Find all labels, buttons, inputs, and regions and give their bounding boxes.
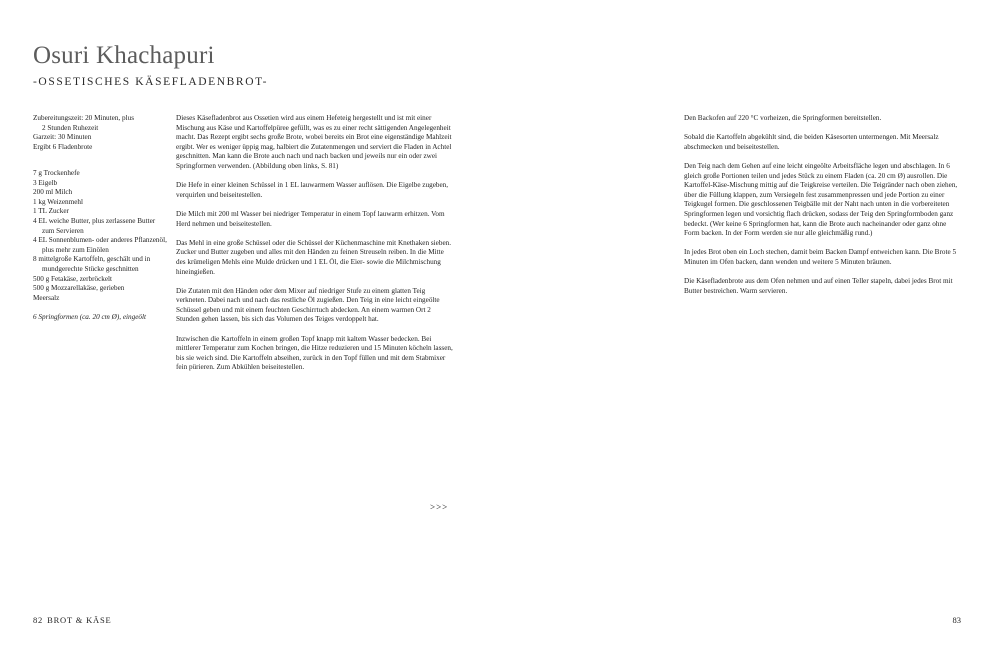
left-method-column [176,114,453,383]
method-step: Den Teig nach dem Gehen auf eine leicht eingeölte Arbeitsfläche legen und abschlagen. In 6 gleich große Portionen teilen und jedes Stück zu einem Fladen (ca. 20 cm Ø) ausrollen. Die Kartoffel-Käse-Mischung mittig auf die Teigkreise verteilen. Die Teigränder nach oben ziehen, über die Füllung klappen, zum Versiegeln fest zusammenpressen und jede Portion zu einer Teigkugel formen. Die geschlossenen Teigbälle mit der Naht nach unten in die vorbereiteten Springformen legen und vorsichtig flach drücken, sodass der Teig den Springformboden ganz bedeckt. (Wer keine 6 Springformen hat, kann die Brote auch nacheinander oder ganz ohne Form backen. In der Form werden sie nur alle gleichmäßig rund.) [684,161,958,238]
cook-time: Garzeit: 30 Minuten [33,133,92,142]
left-footer [33,615,111,625]
ingredient-item: 1 TL Zucker [33,207,69,216]
section-name: BROT & KÄSE [47,615,112,625]
right-method-column [684,114,961,306]
recipe-meta [33,114,165,152]
method-step: Das Mehl in eine große Schüssel oder die Schüssel der Küchenmaschine mit Knethaken sieben. Zucker und Butter zugeben und alles mit den Händen zu feinen Streuseln reiben. In die Mitte des krümeligen Mehls eine Mulde drücken und 1 EL Öl, die Eier- sowie die Milchmischung hineingießen. [176,238,452,276]
yield: Ergibt 6 Fladenbrote [33,142,93,151]
prep-time: Zubereitungszeit: 20 Minuten, plus [33,114,135,122]
left-page-number: 82 [33,615,44,625]
right-page [497,0,995,648]
ingredient-list [33,169,168,323]
method-step: Die Milch mit 200 ml Wasser bei niedriger Temperatur in einem Topf lauwarm erhitzen. Vom Herd nehmen und beiseitestellen. [176,209,445,228]
method-step: Die Hefe in einer kleinen Schüssel in 1 EL lauwarmem Wasser auflösen. Die Eigelbe zugeben, verquirlen und beiseitestellen. [176,181,449,199]
ingredient-item: 200 ml Milch [33,188,73,197]
ingredient-item: 4 EL Sonnenblumen- oder anderes Pflanzenöl, plus mehr zum Einölen [33,236,167,254]
ingredient-item: 4 EL weiche Butter, plus zerlassene Butter zum Servieren [33,216,156,235]
ingredient-item: 500 g Mozzarellakäse, gerieben [33,284,125,293]
ingredient-item: 500 g Fetakäse, zerbröckelt [33,274,113,283]
ingredient-spacer [33,303,168,313]
right-page-number: 83 [952,615,961,625]
method-step: Die Käsefladenbrote aus dem Ofen nehmen und auf einen Teller stapeln, dabei jedes Brot mit Butter bestreichen. Warm servieren. [684,277,953,295]
intro-paragraph: Dieses Käsefladenbrot aus Ossetien wird aus einem Hefeteig hergestellt und ist mit einer Mischung aus Käse und Kartoffelpüree gefüllt, was es zu einer recht sättigenden Angelegenheit macht. Das Rezept ergibt sechs große Brote, wobei bereits ein Brot eine eigenständige Mahlzeit ergibt. Wer es weniger üppig mag, halbiert die Zutatenmengen und serviert die Fladen in Achtel geschnitten. Man kann die Brote auch nach und nach backen und jeweils nur ein oder zwei Springformen verwenden. (Abbildung oben links, S. 81) [176,114,452,170]
rest-time: 2 Stunden Ruhezeit [42,123,99,132]
method-step: Den Backofen auf 220 °C vorheizen, die Springformen bereitstellen. [684,114,882,122]
method-step: Die Zutaten mit den Händen oder dem Mixer auf niedriger Stufe zu einem glatten Teig verkneten. Dabei nach und nach das restliche Öl zugießen. Den Teig in eine leicht eingeölte Schüssel geben und mit einem feuchten Geschirrtuch abdecken. An einem warmen Ort 2 Stunden gehen lassen, bis sich das Volumen des Teiges verdoppelt hat. [176,286,440,324]
continue-marker: >>> [430,502,449,512]
ingredient-item: 3 Eigelb [33,178,58,187]
equipment-item: 6 Springformen (ca. 20 cm Ø), eingeölt [33,313,146,322]
ingredient-item: 1 kg Weizenmehl [33,197,83,206]
recipe-title: Osuri Khachapuri [33,42,215,69]
left-page [0,0,497,648]
ingredient-item: 7 g Trockenhefe [33,169,80,177]
ingredient-item: Meersalz [33,293,60,302]
ingredient-item: 8 mittelgroße Kartoffeln, geschält und in mundgerechte Stücke geschnitten [33,255,151,273]
method-step: Inzwischen die Kartoffeln in einem großen Topf knapp mit kaltem Wasser bedecken. Bei mittlerer Temperatur zum Kochen bringen, die Hitze reduzieren und 15 Minuten köcheln lassen, bis sie weich sind. Die Kartoffeln abseihen, zurück in den Topf füllen und mit dem Stabmixer fein pürieren. Zum Abkühlen beiseitestellen. [176,334,453,372]
method-step: Sobald die Kartoffeln abgekühlt sind, die beiden Käsesorten untermengen. Mit Meersalz abschmecken und beiseitestellen. [684,133,939,151]
recipe-subtitle: -OSSETISCHES KÄSEFLADENBROT- [33,76,269,88]
method-step: In jedes Brot oben ein Loch stechen, damit beim Backen Dampf entweichen kann. Die Brote 5 Minuten im Ofen backen, dann wenden und weitere 5 Minuten bräunen. [684,248,957,266]
